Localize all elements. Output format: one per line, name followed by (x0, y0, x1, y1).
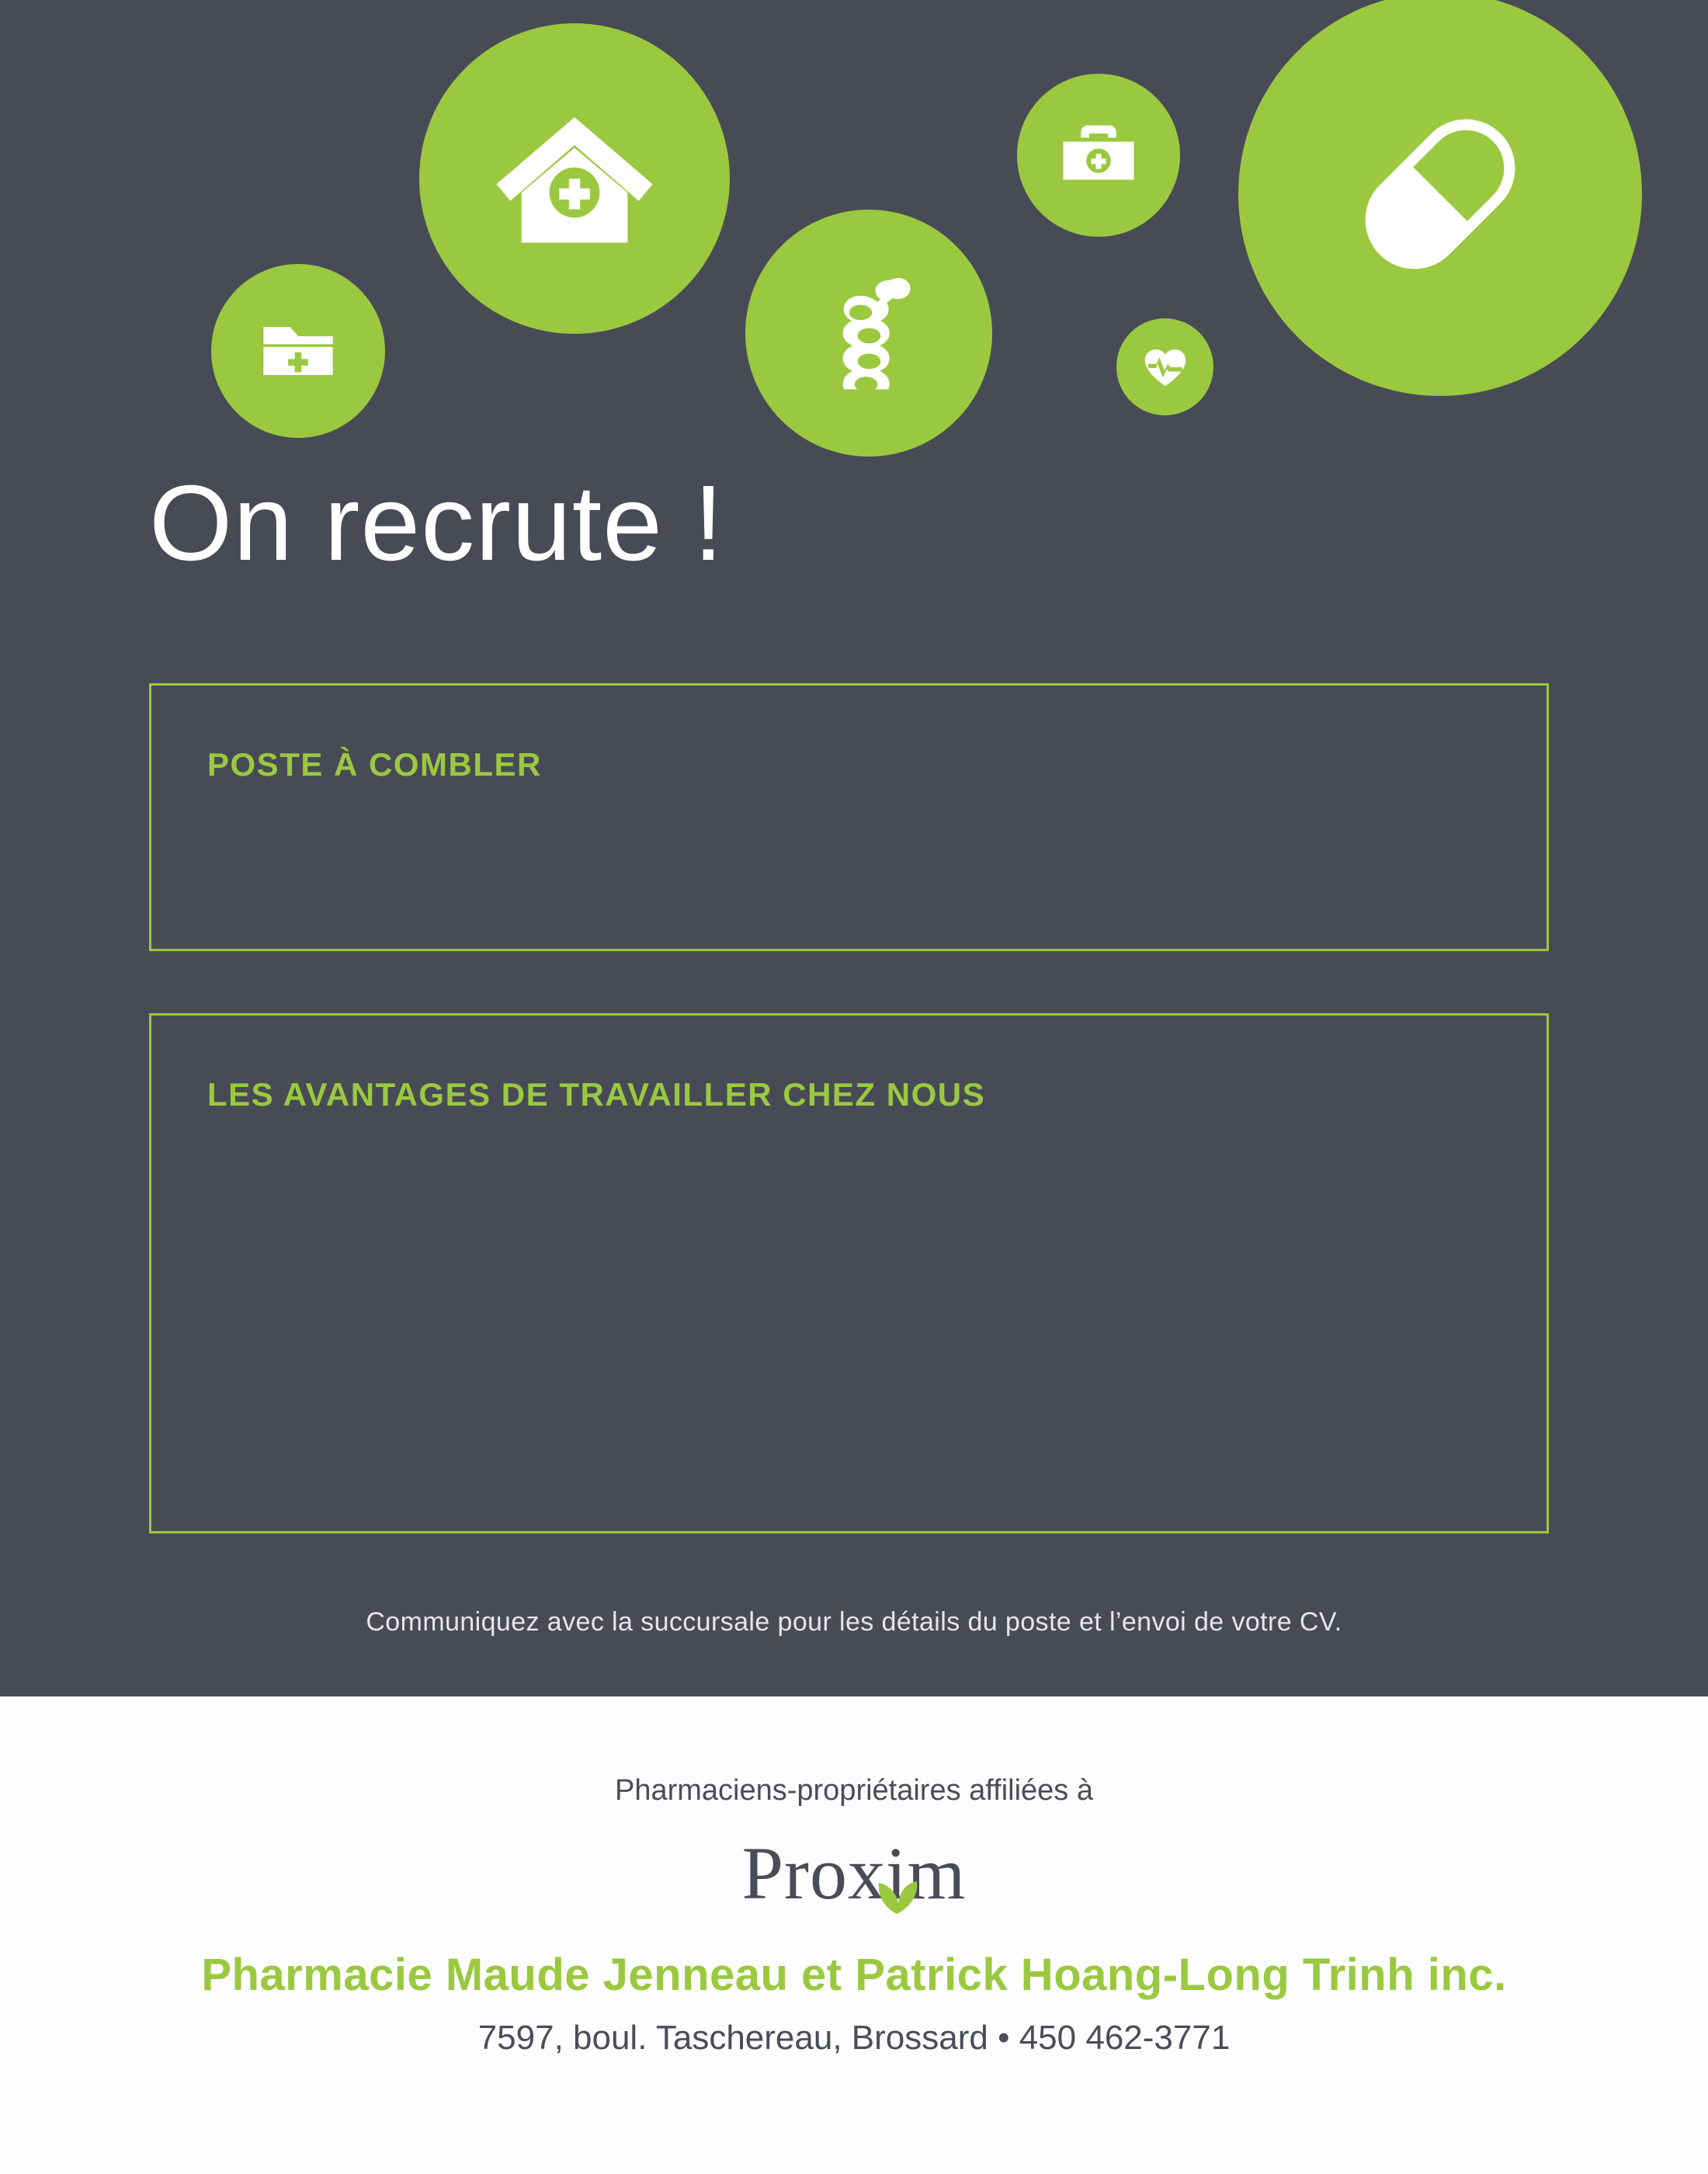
pill-capsule-icon (1238, 0, 1642, 396)
poste-a-combler-label: POSTE À COMBLER (207, 746, 542, 783)
first-aid-kit-icon (1017, 74, 1180, 237)
avantages-box[interactable] (149, 1013, 1549, 1533)
leaf-icon (873, 1853, 921, 1908)
proxim-logo (0, 1832, 1708, 1915)
heart-pulse-icon (1116, 318, 1213, 415)
proxim-wordmark: Proxim (741, 1832, 967, 1915)
pharmacy-address: 7597, boul. Taschereau, Brossard • 450 462-3771 (477, 2019, 1231, 2057)
avantages-label: LES AVANTAGES DE TRAVAILLER CHEZ NOUS (207, 1076, 986, 1113)
poste-a-combler-box[interactable] (149, 683, 1549, 951)
affiliation-text: Pharmaciens-propriétaires affiliées à (614, 1774, 1094, 1807)
house-plus-icon (419, 23, 730, 334)
page-title: On recrute ! (149, 464, 724, 583)
footer (0, 1696, 1708, 2174)
contact-note: Communiquez avec la succursale pour les détails du poste et l’envoi de votre CV. (366, 1607, 1342, 1637)
folder-plus-icon (211, 264, 385, 438)
rod-of-asclepius-icon (745, 210, 992, 457)
pharmacy-name: Pharmacie Maude Jenneau et Patrick Hoang-Long Trinh inc. (201, 1950, 1507, 2000)
